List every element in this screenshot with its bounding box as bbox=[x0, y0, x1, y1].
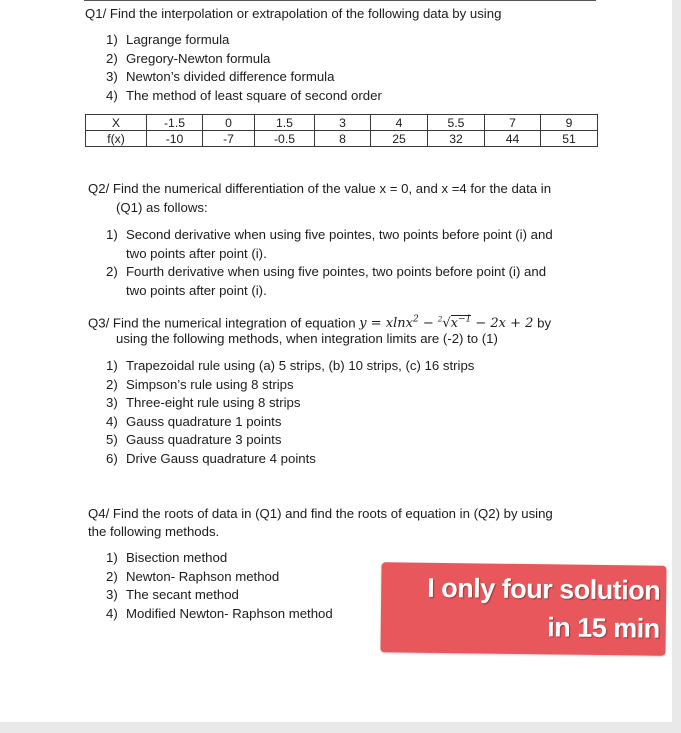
table-cell: 0 bbox=[203, 115, 255, 131]
table-cell: 51 bbox=[541, 131, 598, 147]
table-cell: 25 bbox=[371, 131, 428, 147]
q4-method-list bbox=[106, 549, 333, 623]
list-item: 3) The secant method bbox=[106, 587, 239, 603]
badge-line2: in 15 min bbox=[547, 612, 660, 644]
list-item: 5) Gauss quadrature 3 points bbox=[106, 432, 282, 448]
q3-method-list bbox=[106, 357, 474, 469]
badge-line1: I only four solution bbox=[427, 572, 661, 606]
list-item: 3) Three-eight rule using 8 strips bbox=[106, 395, 301, 411]
table-cell: 5.5 bbox=[428, 115, 485, 131]
table-cell: -10 bbox=[147, 131, 203, 147]
list-item: 6) Drive Gauss quadrature 4 points bbox=[106, 450, 316, 466]
list-item: 3) Newton’s divided difference formula bbox=[106, 69, 335, 85]
table-cell: 32 bbox=[428, 131, 485, 147]
table-cell: -1.5 bbox=[147, 115, 203, 131]
q2-item-list bbox=[106, 226, 553, 300]
list-item: 2) Fourth derivative when using five pointes, two points before point (i) and two points after point (i). bbox=[106, 264, 547, 298]
table-header-fx: f(x) bbox=[86, 131, 147, 147]
q3-title-line2: using the following methods, when integration limits are (-2) to (1) bbox=[116, 331, 498, 346]
table-cell: 3 bbox=[315, 115, 371, 131]
annotation-badge bbox=[380, 562, 666, 655]
q2-title-line2: (Q1) as follows: bbox=[116, 200, 208, 215]
list-item: 1) Bisection method bbox=[106, 550, 228, 565]
list-item: 1) Lagrange formula bbox=[106, 32, 230, 47]
list-item: 1) Second derivative when using five pointes, two points before point (i) and two points after point (i). bbox=[106, 227, 553, 261]
table-row-fx bbox=[86, 131, 598, 147]
table-header-x: X bbox=[86, 115, 147, 131]
q1-title: Q1/ Find the interpolation or extrapolation of the following data by using bbox=[85, 6, 502, 21]
list-item: 2) Simpson’s rule using 8 strips bbox=[106, 376, 294, 392]
list-item: 4) The method of least square of second order bbox=[106, 87, 382, 103]
table-top-border bbox=[84, 0, 596, 1]
list-item: 1) Trapezoidal rule using (a) 5 strips, (b) 10 strips, (c) 16 strips bbox=[106, 358, 475, 373]
table-cell: 8 bbox=[315, 131, 371, 147]
equation: $y = xlnx^2 - ^2√x^{-1} - 2x + 2$ bbox=[359, 315, 534, 332]
list-item: 2) Newton- Raphson method bbox=[106, 568, 280, 584]
radical-icon: √ bbox=[442, 316, 451, 332]
table-cell: 44 bbox=[485, 131, 541, 147]
table-cell: 7 bbox=[485, 115, 541, 131]
table-cell: -7 bbox=[203, 131, 255, 147]
data-table bbox=[85, 114, 598, 147]
q4-title-line2: the following methods. bbox=[88, 524, 220, 539]
q2-title-line1: Q2/ Find the numerical differentiation of the value x = 0, and x =4 for the data in bbox=[88, 181, 552, 196]
table-cell: 4 bbox=[371, 115, 428, 131]
table-cell: 1.5 bbox=[255, 115, 315, 131]
q3-title-line1: Q3/ Find the numerical integration of equation $y = xlnx^2 - ^2√x^{-1} - 2x + 2$ by bbox=[88, 315, 552, 332]
table-cell: -0.5 bbox=[255, 131, 315, 147]
radicand: $x^{-1}$ bbox=[450, 315, 472, 332]
list-item: 4) Modified Newton- Raphson method bbox=[106, 605, 333, 621]
list-item: 2) Gregory-Newton formula bbox=[106, 50, 271, 66]
table-row-x bbox=[86, 115, 598, 131]
q4-title-line1: Q4/ Find the roots of data in (Q1) and find the roots of equation in (Q2) by using bbox=[88, 506, 553, 521]
table-cell: 9 bbox=[541, 115, 598, 131]
q1-method-list bbox=[106, 31, 382, 105]
list-item: 4) Gauss quadrature 1 points bbox=[106, 413, 282, 429]
